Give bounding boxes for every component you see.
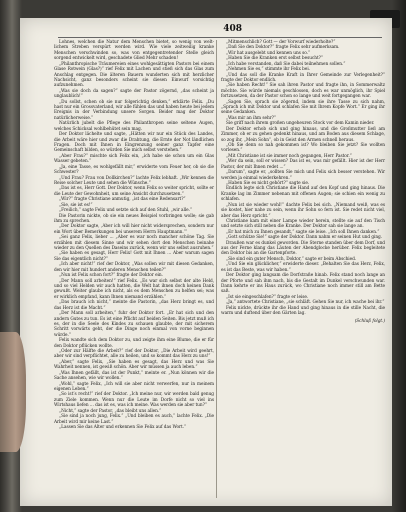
- paragraph: Sie griff nach ihrem großen ungeheuren Stock vor dem Kamin nieder.: [226, 121, 375, 127]
- paragraph: „Sie haben Recht!“ Sie sah ihren Pastor und fragte ihn, in Sommerwaltz möchte. Sie würde niemals geschlossen, doch es war unmöglich, ihr Spiel fortzusetzen, da der Pastor schon so lange und weit fortgegangen war.: [221, 83, 385, 100]
- paragraph: „Der Mann soll arbeiten,“ fuhr der Doktor fort. „Er hat sich und den andern Gutes zu tun. Es ist eine Pflicht auf beiden Seiten. Bis jetzt muß ich es, der in die Seele des Kindes zu schauen glaubte, der mit sicherem Schritt vorwärts geht, der die Dinge noch einmal von vorne beginnen würde.“: [54, 311, 214, 338]
- paragraph: „Sie haben es gesagt, Herr Felix! Gott mit Ihnen ... Aber warum sagen Sie das eigentlich nicht?“: [54, 251, 214, 262]
- paragraph: „Und Frau? Frau von Dollkirchen?“ lachte Felix lebhaft. „Wir kennen die Reise solcher Leute und sehen die Wünsche.“: [54, 175, 214, 186]
- paragraph: „Darum“, sagte er, „sollten Sie mich und Felix sich besser verstehen. Wir werden ja einmal wiederkehren.“: [221, 170, 385, 181]
- paragraph: „Mit Christiane ist sie immer noch gegangen, Herr Pastor.“: [226, 153, 352, 159]
- paragraph: „Mitmenschlich? Gott — der Vorwurf wiederholte?“: [226, 40, 336, 45]
- paragraph: Draußen war es dunkel geworden. Die Sterne standen über dem Dorf, und aus der Ferne klang das Läuten der Abendglocke herüber. Felix begleitete den Doktor bis an die Gartenpforte.: [221, 240, 385, 257]
- paragraph: „Sie sind ein guter Mensch, Doktor,“ sagte er beim Abschied.: [226, 256, 357, 262]
- paragraph: „Sei ganz Felix, lieber ... „Aber es war noch mancher schöne Tag. Sie erzählen mit diesem Sinne und wir sehen dort den Menschen beinahe wieder zu den Quellen des Daseins zurück, wenn wir uns selbst ausruhen.“: [54, 235, 214, 252]
- paragraph: „Was mir an ihm sehr?“: [226, 115, 277, 121]
- paragraph: Der Doktor erhob sich und ging hinaus, und die Großmutter ließ am Zimmer, ob er zu gehen gedenkt hinaus, und am Boden aus diesem Schlage, so zog ihr, „Mein Sohn“, ob in Geist den Armen schnell heraus.: [221, 126, 385, 143]
- book-page: [20, 18, 392, 506]
- paragraph: „Wir hat ausgelebt und kennen uns so.“: [226, 50, 311, 56]
- paragraph: „Ich habe verstanden, daß Sie dabei teilnehmen sollen.“: [226, 61, 346, 67]
- paragraph: „Der Mann soll arbeiten!“ rief Felix. „Es war sich selbst der alte Held, und so viel Helden wir auch hatten, die Welt hat ihnen doch keinen Dank gewußt. Weiter glaube ich nicht, als es dem Menschen zu helfen sei; was er wirklich empfand, kann Ihnen niemand erzählen.“: [54, 278, 214, 300]
- paragraph: „Haben Sie es nicht gehört?“ sagte sie.: [226, 180, 310, 186]
- paragraph: „Wer da sein, soll er wissen? Das ist es, was mir gefällt. Hier ist der Herr Pastor, der mit Ihnen redet ...“: [221, 159, 385, 170]
- paragraph: Felix nickte, drückte ihr die Hand und ging hinaus in die stille Nacht, die warm und duftend über den Gärten lag.: [221, 305, 385, 317]
- paragraph: „Lassen Sie das Alter und erkennen Sie Felix auf das Wort.“: [59, 424, 187, 430]
- header-rule: [58, 37, 382, 38]
- paragraph: Lohnes, welchen die Natur dem Menschen bietet, so wenig von welt-lichem Streben verspürt werden wird. Wie viele zeitweilig kranke Menschen verschwinden so, was von entgegentretender Stelle gleich sorgend entwickelt wird, geschadete Glied Mehr schaden!: [54, 40, 214, 62]
- paragraph: Der Doktor ging langsam die Dorfstraße hinab. Felix stand noch lange an der Pforte und sah ihm nach, bis die Gestalt im Dunkel verschwunden war. Dann kehrte er ins Haus zurück, wo Christiane noch immer still am Bette saß.: [221, 273, 385, 295]
- paragraph: „Daß Sie den Doktor?“ fragte Felix sehr aufmerksam.: [226, 45, 340, 51]
- paragraph: „Philanthropische Träumereien eines wohlgesättigten Pastors bei einem Glase Rotwein (Glas?)“ rief Felix mit Lachen und stieß sich das Glas zum Anschlag entgegen. Die älteren Bauern wunderten sich mit herzlicher Nachsicht, ganz besonders scheint sie diesen Einwurf vorsichtig aufzunehmen.: [54, 61, 214, 89]
- paragraph: „Nehmen Sie es,“ stimmte ihr Felix bei.: [226, 67, 310, 73]
- thumb-photo-artifact: [0, 332, 26, 452]
- paragraph: „Sagen Sie, sprach sie zögernd, indem sie ihre Tasse zu sich nahm, „Sprach ich mit Doktor und schlafen Sie mit Ihrem Kopfe Wort.“ Er ging ihr seine Gedanken.: [221, 99, 385, 116]
- paragraph: „Haben Sie die Kranken erst selbst besucht?“: [226, 56, 323, 62]
- paragraph: „Freilich,“ sagte Felix und setzte sich auf den Stuhl, „wir alle.“: [59, 208, 193, 214]
- paragraph: „Wir?“ fragte Christiane anmutig, „ist das eine Redensart?“: [59, 197, 186, 203]
- paragraph: „Nun ist sie wieder wohl!“ dachte Felix bei sich. „Niemand weiß, was es sie kostet, hier nahe zu sein, wenn ihr Sohn so fern ist. Sie redet nicht viel, aber das Herz spricht.“: [221, 202, 385, 219]
- paragraph: „Was sie doch da sagen?“ sagte der Pastor zögernd, „das scheint ja unglaublich!“: [54, 88, 214, 100]
- left-column: [54, 40, 214, 498]
- paragraph: „So ist’s recht!“ rief der Doktor. „Ich meine nur, wir werden bald genug zum Ziele kommen. Wenn nur die Leute im Dorfe nicht so viel ins Wirtshaus liefen ... das ist es, was ich meine. Was werden sie aber tun?“: [54, 392, 214, 409]
- paragraph: „Das brauch ich nicht,“ meinte die Pastorin, „das Herz bringt es, und das Herz ist die Macht.“: [54, 300, 214, 311]
- paragraph: „Ja,“ antwortete Christiane, „sie schläft. Gehen Sie nur, ich wache bei ihr.“: [226, 300, 385, 306]
- paragraph: „Gott schütze Sie!“ sagte der Doktor. Dann nahm er seinen Hut und ging.: [226, 235, 383, 241]
- paragraph: „Aber Frau?“ mischte sich Felix ein, „ich habe sie schon um ein Glas Wasser gebeten.“: [54, 153, 214, 165]
- paragraph: Felix wandte sich dem Doktor zu, und zeigte ihm eine Blume, die er für den Doktor pflücken wollte.: [54, 338, 214, 349]
- paragraph: Christiane kam mit einer Lampe wieder herein, stellte sie auf den Tisch und setzte sich still neben die Kranke. Der Doktor sah sie lange an.: [221, 218, 385, 230]
- paragraph: Die Pastorin nickte, ob sie ein neues Beispiel vorbringen wolle; sie gab ihm zu sprechen.: [54, 213, 214, 224]
- paragraph: „Oder zur Hälfte die Arbeit?“ rief der Doktor, „Die Arbeit wird geehrt, aber wir sind verpflichtet, alle zu heilen, und so kommt das Herz zu uns!“: [54, 349, 214, 360]
- paragraph: „Ja, eine Tasse, es wohlgefällt mir,“ erwiderte vom Feuer her, ob sie die Schwester?: [54, 164, 214, 176]
- column-divider: [216, 40, 217, 498]
- paragraph: „Sie, sie ist es!“: [59, 202, 93, 208]
- paragraph: „Ich aber nicht!“ rief der Doktor, „Was sollen wir mit diesen Gedanken, den wir hier mit hundert anderen Menschen teilen?“: [54, 262, 214, 273]
- paragraph: „Der Doktor sagte, ‚Aber ich will hier nicht widersprechen, sondern nur ein Wort über Bemerkungen bei unserem Herrn Hauptmann.‘“: [54, 224, 214, 235]
- paragraph: „Ob Sie denn so nah gekommen ist? Wo bleiben Sie jetzt? Sie wollten vorlesen.“: [221, 143, 385, 154]
- paragraph: „Du sollst, schen ob sie nur folgerichtig denken,“ erklärte Felix. „Du hast nur ein Grossvaterland, wir alle fühlen das und haben heute bei jedem Ereignis in der Verbindung unsere Sorgen. Beider mag der Doktor natürlicherweise.“: [54, 99, 215, 121]
- page-number: 408: [223, 24, 242, 34]
- continuation-note: (Schluß folgt.): [354, 318, 385, 324]
- paragraph: „Und Sie ein glücklicher,“ erwiderte dieser. „Behalten Sie das Herz, Felix, es ist das Beste, was wir haben.“: [221, 262, 385, 273]
- paragraph: „Was Ihnen gefällt, das ist der Punkt,“ meinte er. „Nun können wir die Sache ansehen, wie wir wollen.“: [54, 370, 214, 382]
- paragraph: „Das ist es, Herr Gott. Der Doktor, wenn Felix so weiter spricht, sollte er die Leute der Gewohnheit, um seine Ansicht durchzusetzen.“: [54, 186, 214, 197]
- paragraph: „Wohl,“ sagte Felix, „Ich will sie aber nicht verwerfen, nur in meinem eigenen Leben.“: [54, 381, 214, 392]
- right-column: [221, 40, 385, 498]
- paragraph: Endlich legte sich Christiane die Hand auf den Kopf und ging hinaus. Die Kranke lag im Zimmer nebenan mit offenen Augen; sie schien ein wenig zu schlafen.: [221, 186, 385, 203]
- paragraph: „Aber,“ sagte Felix, „Sie haben es gesagt, das Herz und was Sie Wahrheit nennen, ist gewiß schön. Aber wir müssen ja auch leben.“: [54, 359, 214, 371]
- paragraph: „Ist sie eingeschlafen?“ fragte er leise.: [226, 294, 309, 300]
- paragraph: „Sie sind ja noch jung, Felix.“ „Und bleiben es auch,“ lachte Felix. „Die Arbeit wird mir keine Last.“: [54, 414, 214, 425]
- paragraph: „Er hat mich zu Ihnen gesandt,“ sagte sie leise. „Ich soll Ihnen danken.“: [226, 229, 380, 235]
- paragraph: „Nicht,“ sagte der Pastor, „das bleibt uns allen.“: [59, 408, 162, 414]
- paragraph: Natürlich jubelt die Pflege des Philanthropen seine seltene Augen, welches Schicksal wohlbehütet sein mag.: [54, 121, 214, 132]
- paragraph: „Und das soll die Kranke Kraft in Ihrer Gemeinde zur Verlegenheit?“ fragte der Doktor endlich.: [221, 72, 385, 83]
- paragraph: Der Doktor lächelte und sagte, „Hätten wir nur ein Stück des Landes, die Arbeit wäre hier und zwar die Drahtung, die Ernte der Not ländlichen Fragen. Doch mit Ihnen in Eingrenzung seiner ganz Tapfer eine Gemeinschaft bilden, so würden Sie mich selbst verstehen.“: [54, 132, 214, 154]
- paragraph: „Nun ist Felix schon fort?“ fragte der Doktor ein.: [59, 273, 163, 279]
